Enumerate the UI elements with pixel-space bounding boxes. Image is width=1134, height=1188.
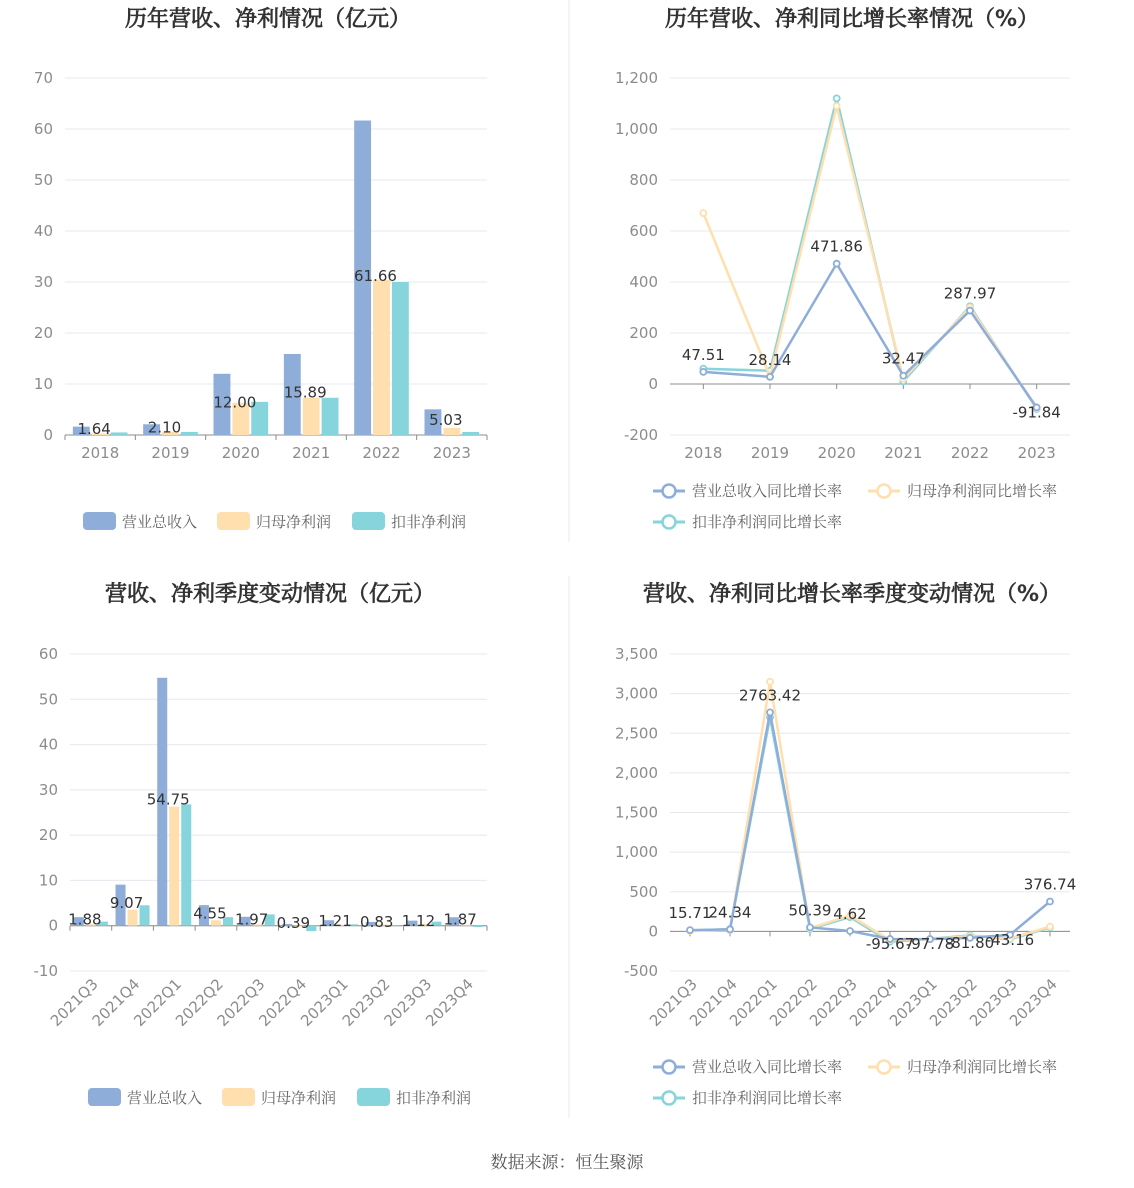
legend-marker-2 <box>663 1092 676 1105</box>
data-label: 376.74 <box>1023 875 1077 894</box>
y-tick-label: 50 <box>33 171 53 189</box>
y-tick-label: 400 <box>629 273 658 291</box>
x-tick-label: 2019 <box>750 444 790 462</box>
y-tick-label: 10 <box>38 871 58 890</box>
data-label: 61.66 <box>354 266 397 285</box>
y-tick-label: 60 <box>38 645 58 663</box>
x-tick-label: 2021Q3 <box>646 975 701 1030</box>
y-tick-label: 0 <box>48 916 58 935</box>
data-label: 47.51 <box>681 345 725 364</box>
data-label: -91.84 <box>1012 403 1061 422</box>
chart-annual-bar <box>34 6 487 531</box>
point-0-4 <box>847 928 853 934</box>
legend-marker-1 <box>878 485 891 498</box>
bar-1-3 <box>303 398 320 435</box>
y-tick-label: 0 <box>648 375 658 393</box>
legend-label: 归母净利润同比增长率 <box>907 1058 1058 1076</box>
x-tick-label: 2021Q3 <box>46 975 102 1030</box>
x-tick-label: 2023Q3 <box>966 975 1021 1030</box>
point-1-2 <box>834 103 840 109</box>
data-label: -81.80 <box>945 933 995 952</box>
x-tick-label: 2021Q4 <box>686 975 741 1030</box>
legend-swatch-1 <box>217 512 250 530</box>
data-label: 2763.42 <box>738 686 802 705</box>
point-0-0 <box>700 369 706 375</box>
y-tick-label: 200 <box>629 324 658 342</box>
y-tick-label: 40 <box>38 735 58 754</box>
chart-quarterly-line <box>615 581 1076 1107</box>
x-tick-label: 2023 <box>1017 444 1056 462</box>
data-label: 471.86 <box>810 237 863 256</box>
data-label: -97.78 <box>905 935 955 954</box>
y-tick-label: 3,000 <box>615 684 658 703</box>
data-label: 9.07 <box>109 894 144 913</box>
x-tick-label: 2023 <box>432 444 471 462</box>
y-tick-label: 70 <box>33 69 53 87</box>
data-label: 15.89 <box>283 383 327 402</box>
y-tick-label: 40 <box>33 222 53 240</box>
x-tick-label: 2023Q1 <box>297 975 352 1030</box>
data-label: 287.97 <box>943 284 997 303</box>
bar-2-5 <box>462 432 479 435</box>
x-tick-label: 2022Q3 <box>213 975 269 1030</box>
data-label: 50.39 <box>788 901 832 920</box>
data-label: 1.97 <box>234 910 269 929</box>
x-tick-label: 2020 <box>817 444 856 462</box>
chart-title: 营收、净利同比增长率季度变动情况（%） <box>642 582 1062 607</box>
legend-swatch-0 <box>83 512 116 530</box>
data-label: 4.55 <box>193 904 227 923</box>
y-tick-label: 30 <box>38 780 58 799</box>
x-tick-label: 2018 <box>684 444 723 462</box>
point-0-3 <box>807 924 813 930</box>
bar-2-1 <box>181 432 198 435</box>
y-tick-label: 10 <box>33 375 53 393</box>
y-tick-label: 1,000 <box>615 120 658 138</box>
legend-label: 营业总收入 <box>122 513 198 531</box>
x-tick-label: 2021 <box>292 444 331 462</box>
chart-quarterly-bar <box>34 581 488 1107</box>
legend-label: 归母净利润 <box>256 513 332 531</box>
y-tick-label: 2,000 <box>615 763 658 782</box>
legend-label: 扣非净利润同比增长率 <box>692 513 843 531</box>
point-1-0 <box>700 210 706 216</box>
x-tick-label: 2022Q3 <box>806 975 861 1030</box>
data-label: 28.14 <box>748 350 792 369</box>
legend-label: 归母净利润 <box>261 1089 337 1107</box>
data-label: 4.62 <box>833 905 867 924</box>
legend-swatch-1 <box>222 1088 255 1106</box>
legend-label: 营业总收入 <box>127 1089 203 1107</box>
data-label: 1.64 <box>77 419 111 438</box>
chart-title: 历年营收、净利情况（亿元） <box>124 7 412 32</box>
x-tick-label: 2022Q2 <box>766 975 821 1030</box>
data-label: 54.75 <box>146 790 190 809</box>
x-tick-label: 2020 <box>221 444 260 462</box>
x-tick-label: 2022Q4 <box>255 975 311 1030</box>
data-label: 0.39 <box>276 913 311 932</box>
x-tick-label: 2021Q4 <box>88 975 144 1030</box>
y-tick-label: 50 <box>38 690 58 709</box>
data-label: 24.34 <box>708 903 752 922</box>
data-label: 1.12 <box>401 912 436 931</box>
data-label: 1.21 <box>318 911 352 930</box>
bar-1-1 <box>128 910 138 926</box>
legend-swatch-0 <box>88 1088 121 1106</box>
data-label: 15.71 <box>668 904 712 923</box>
x-tick-label: 2023Q4 <box>1006 975 1061 1030</box>
x-tick-label: 2023Q2 <box>338 975 394 1030</box>
y-tick-label: 60 <box>33 120 53 138</box>
y-tick-label: 0 <box>43 426 53 444</box>
chart-title: 营收、净利季度变动情况（亿元） <box>104 582 436 607</box>
y-tick-label: 500 <box>629 882 658 901</box>
y-tick-label: 0 <box>648 922 658 941</box>
legend-marker-2 <box>663 516 676 529</box>
point-0-4 <box>967 308 973 314</box>
legend-label: 扣非净利润 <box>396 1089 472 1107</box>
chart-annual-line <box>615 6 1070 531</box>
y-tick-label: -200 <box>623 426 658 444</box>
series-line-1 <box>690 682 1050 940</box>
x-tick-label: 2022 <box>950 444 990 462</box>
chart-title: 历年营收、净利同比增长率情况（%） <box>664 7 1040 32</box>
legend-label: 扣非净利润同比增长率 <box>692 1089 843 1107</box>
point-1-2 <box>767 679 773 685</box>
legend-label: 营业总收入同比增长率 <box>692 482 843 500</box>
legend-label: 营业总收入同比增长率 <box>692 1058 843 1076</box>
data-label: 5.03 <box>429 411 463 430</box>
bar-1-4 <box>373 280 390 435</box>
legend-swatch-2 <box>352 512 385 530</box>
x-tick-label: 2021 <box>884 444 923 462</box>
x-tick-label: 2023Q4 <box>422 975 477 1030</box>
x-tick-label: 2023Q3 <box>380 975 436 1030</box>
legend-marker-0 <box>663 1061 676 1074</box>
data-label: 2.10 <box>147 418 182 437</box>
legend-label: 归母净利润同比增长率 <box>907 482 1058 500</box>
data-label: 1.88 <box>68 910 102 929</box>
point-0-0 <box>687 927 693 933</box>
x-tick-label: 2022Q1 <box>726 975 781 1030</box>
point-0-9 <box>1047 899 1053 905</box>
y-tick-label: 2,500 <box>615 724 658 743</box>
y-tick-label: 1,200 <box>615 69 658 87</box>
data-label: 1.87 <box>443 910 477 929</box>
y-tick-label: 20 <box>38 826 58 845</box>
bar-2-0 <box>111 432 128 435</box>
y-tick-label: 20 <box>33 324 53 342</box>
x-tick-label: 2022Q1 <box>130 975 186 1030</box>
data-label: 0.83 <box>360 912 394 931</box>
x-tick-label: 2023Q1 <box>886 975 941 1030</box>
data-label: 12.00 <box>213 393 257 412</box>
data-label: -95.67 <box>865 934 915 953</box>
point-0-3 <box>900 373 906 379</box>
y-tick-label: -10 <box>33 962 58 980</box>
data-label: -43.16 <box>985 930 1035 949</box>
data-source: 数据来源：恒生聚源 <box>490 1153 644 1173</box>
y-tick-label: 30 <box>33 273 53 291</box>
point-0-1 <box>767 374 773 380</box>
point-0-1 <box>727 926 733 932</box>
x-tick-label: 2019 <box>151 444 190 462</box>
y-tick-label: 800 <box>629 171 658 189</box>
data-label: 32.47 <box>881 349 925 368</box>
bar-1-2 <box>169 807 179 926</box>
x-tick-label: 2018 <box>81 444 120 462</box>
point-1-9 <box>1047 924 1053 930</box>
point-0-2 <box>834 261 840 267</box>
legend-marker-1 <box>878 1061 891 1074</box>
point-2-2 <box>834 95 840 101</box>
y-tick-label: 3,500 <box>615 645 658 663</box>
legend-label: 扣非净利润 <box>391 513 467 531</box>
x-tick-label: 2022 <box>362 444 401 462</box>
y-tick-label: -500 <box>623 962 658 980</box>
point-0-2 <box>767 709 773 715</box>
legend-swatch-2 <box>357 1088 390 1106</box>
x-tick-label: 2023Q2 <box>926 975 981 1030</box>
bar-2-4 <box>392 282 409 435</box>
bar-2-2 <box>181 804 191 925</box>
y-tick-label: 1,000 <box>615 843 658 862</box>
x-tick-label: 2022Q2 <box>171 975 227 1030</box>
x-tick-label: 2022Q4 <box>846 975 901 1030</box>
y-tick-label: 1,500 <box>615 803 658 822</box>
y-tick-label: 600 <box>629 222 658 240</box>
bar-2-3 <box>322 398 339 435</box>
legend-marker-0 <box>663 485 676 498</box>
